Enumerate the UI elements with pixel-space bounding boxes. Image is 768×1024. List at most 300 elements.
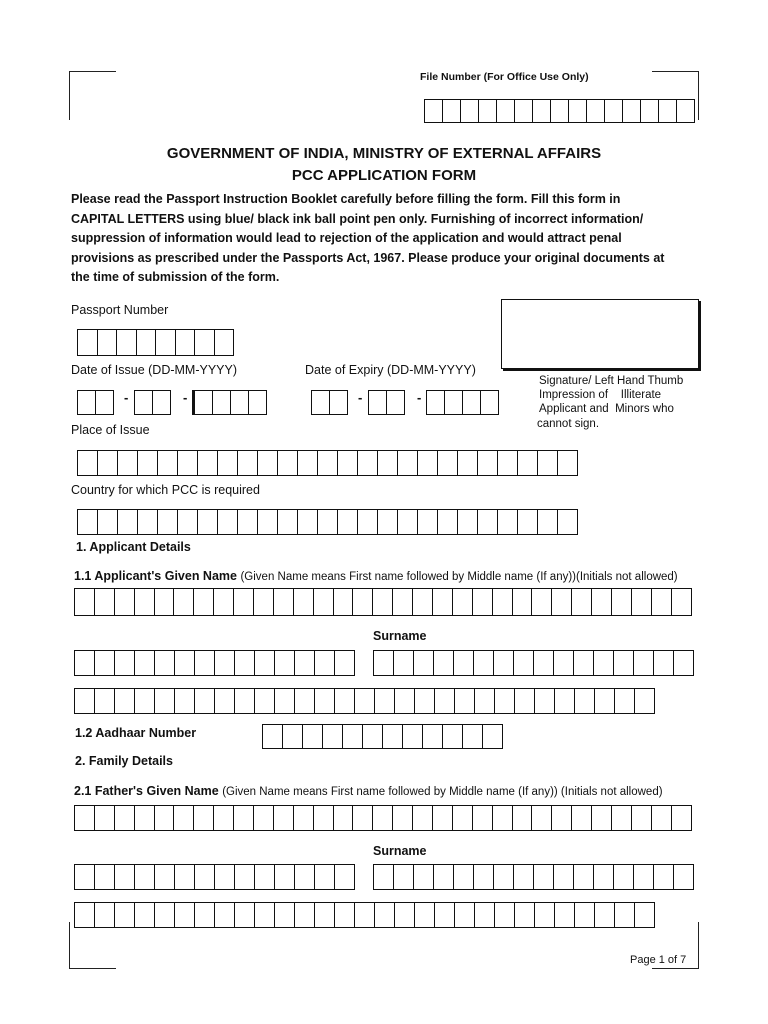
char-box[interactable] [315,650,335,676]
char-box[interactable] [75,650,95,676]
char-box[interactable] [137,329,157,356]
char-box[interactable] [135,688,155,714]
char-box[interactable] [534,650,554,676]
char-box[interactable] [475,688,495,714]
issue-month-boxes[interactable] [134,390,171,415]
char-box[interactable] [238,450,258,476]
char-box[interactable] [473,805,493,831]
file-number-boxes[interactable] [424,99,695,123]
char-box[interactable] [652,805,672,831]
char-box[interactable] [453,588,473,616]
char-box[interactable] [195,329,215,356]
char-box[interactable] [135,864,155,890]
char-box[interactable] [403,724,423,749]
char-box[interactable] [443,99,461,123]
passport-number-boxes[interactable] [77,329,234,356]
char-box[interactable] [155,864,175,890]
char-box[interactable] [358,450,378,476]
char-box[interactable] [118,509,138,535]
char-box[interactable] [535,688,555,714]
place-of-issue-boxes[interactable] [77,450,578,476]
char-box[interactable] [414,864,434,890]
char-box[interactable] [75,902,95,928]
char-box[interactable] [235,650,255,676]
char-box[interactable] [155,588,175,616]
char-box[interactable] [463,390,481,415]
char-box[interactable] [213,390,231,415]
char-box[interactable] [178,450,198,476]
char-box[interactable] [518,450,538,476]
char-box[interactable] [423,724,443,749]
char-box[interactable] [595,902,615,928]
char-box[interactable] [274,805,294,831]
char-box[interactable] [594,650,614,676]
char-box[interactable] [413,588,433,616]
char-box[interactable] [249,390,267,415]
char-box[interactable] [455,688,475,714]
char-box[interactable] [538,450,558,476]
char-box[interactable] [614,650,634,676]
char-box[interactable] [335,864,355,890]
char-box[interactable] [115,902,135,928]
char-box[interactable] [298,509,318,535]
char-box[interactable] [235,902,255,928]
char-box[interactable] [659,99,677,123]
char-box[interactable] [493,588,513,616]
issue-year-boxes[interactable] [192,390,267,415]
char-box[interactable] [338,450,358,476]
char-box[interactable] [254,805,274,831]
char-box[interactable] [315,688,335,714]
char-box[interactable] [635,688,655,714]
char-box[interactable] [554,650,574,676]
char-box[interactable] [274,588,294,616]
char-box[interactable] [445,390,463,415]
char-box[interactable] [394,864,414,890]
char-box[interactable] [674,650,694,676]
char-box[interactable] [334,805,354,831]
char-box[interactable] [615,688,635,714]
char-box[interactable] [235,688,255,714]
char-box[interactable] [493,805,513,831]
char-box[interactable] [672,805,692,831]
char-box[interactable] [335,650,355,676]
char-box[interactable] [314,588,334,616]
char-box[interactable] [454,650,474,676]
char-box[interactable] [138,450,158,476]
char-box[interactable] [95,902,115,928]
char-box[interactable] [338,509,358,535]
char-box[interactable] [95,650,115,676]
char-box[interactable] [78,450,98,476]
char-box[interactable] [195,688,215,714]
char-box[interactable] [78,509,98,535]
char-box[interactable] [275,650,295,676]
char-box[interactable] [374,650,394,676]
char-box[interactable] [515,99,533,123]
char-box[interactable] [115,688,135,714]
char-box[interactable] [497,99,515,123]
char-box[interactable] [255,902,275,928]
char-box[interactable] [532,805,552,831]
char-box[interactable] [175,650,195,676]
char-box[interactable] [494,650,514,676]
father-surname-boxes[interactable] [373,864,694,890]
char-box[interactable] [461,99,479,123]
char-box[interactable] [551,99,569,123]
expiry-day-boxes[interactable] [311,390,348,415]
char-box[interactable] [115,650,135,676]
char-box[interactable] [654,650,674,676]
char-box[interactable] [614,864,634,890]
char-box[interactable] [234,588,254,616]
char-box[interactable] [494,864,514,890]
char-box[interactable] [195,864,215,890]
char-box[interactable] [395,902,415,928]
char-box[interactable] [435,902,455,928]
char-box[interactable] [198,450,218,476]
char-box[interactable] [605,99,623,123]
char-box[interactable] [515,688,535,714]
char-box[interactable] [254,588,274,616]
char-box[interactable] [175,902,195,928]
char-box[interactable] [303,724,323,749]
char-box[interactable] [438,509,458,535]
char-box[interactable] [453,805,473,831]
char-box[interactable] [425,99,443,123]
char-box[interactable] [393,805,413,831]
char-box[interactable] [672,588,692,616]
char-box[interactable] [634,650,654,676]
char-box[interactable] [587,99,605,123]
applicant-given-name-boxes[interactable] [74,588,692,616]
char-box[interactable] [375,902,395,928]
char-box[interactable] [175,688,195,714]
char-box[interactable] [418,509,438,535]
char-box[interactable] [555,688,575,714]
char-box[interactable] [375,688,395,714]
char-box[interactable] [155,902,175,928]
char-box[interactable] [75,588,95,616]
char-box[interactable] [475,902,495,928]
char-box[interactable] [478,450,498,476]
char-box[interactable] [323,724,343,749]
aadhaar-number-boxes[interactable] [262,724,503,749]
char-box[interactable] [335,688,355,714]
char-box[interactable] [481,390,499,415]
char-box[interactable] [258,450,278,476]
char-box[interactable] [363,724,383,749]
char-box[interactable] [75,805,95,831]
char-box[interactable] [314,805,334,831]
char-box[interactable] [255,650,275,676]
char-box[interactable] [498,509,518,535]
char-box[interactable] [463,724,483,749]
char-box[interactable] [513,805,533,831]
char-box[interactable] [194,805,214,831]
char-box[interactable] [534,864,554,890]
char-box[interactable] [275,902,295,928]
char-box[interactable] [378,509,398,535]
signature-box[interactable] [501,299,699,369]
char-box[interactable] [533,99,551,123]
char-box[interactable] [373,588,393,616]
char-box[interactable] [215,329,235,356]
char-box[interactable] [138,509,158,535]
char-box[interactable] [234,805,254,831]
char-box[interactable] [358,509,378,535]
char-box[interactable] [275,864,295,890]
char-box[interactable] [156,329,176,356]
char-box[interactable] [334,588,354,616]
char-box[interactable] [98,509,118,535]
char-box[interactable] [552,588,572,616]
char-box[interactable] [572,588,592,616]
char-box[interactable] [374,864,394,890]
char-box[interactable] [575,902,595,928]
char-box[interactable] [369,390,387,415]
char-box[interactable] [176,329,196,356]
char-box[interactable] [295,650,315,676]
char-box[interactable] [95,588,115,616]
char-box[interactable] [414,650,434,676]
char-box[interactable] [275,688,295,714]
char-box[interactable] [175,864,195,890]
char-box[interactable] [78,329,98,356]
char-box[interactable] [135,650,155,676]
char-box[interactable] [198,509,218,535]
char-box[interactable] [383,724,403,749]
char-box[interactable] [572,805,592,831]
char-box[interactable] [495,688,515,714]
char-box[interactable] [474,864,494,890]
char-box[interactable] [318,509,338,535]
char-box[interactable] [118,450,138,476]
char-box[interactable] [433,805,453,831]
char-box[interactable] [283,724,303,749]
char-box[interactable] [574,650,594,676]
char-box[interactable] [398,450,418,476]
char-box[interactable] [538,509,558,535]
char-box[interactable] [98,450,118,476]
char-box[interactable] [415,688,435,714]
char-box[interactable] [178,509,198,535]
applicant-surname-overflow-boxes[interactable] [74,688,655,714]
char-box[interactable] [218,509,238,535]
char-box[interactable] [623,99,641,123]
char-box[interactable] [612,805,632,831]
char-box[interactable] [632,805,652,831]
char-box[interactable] [155,688,175,714]
char-box[interactable] [195,902,215,928]
char-box[interactable] [555,902,575,928]
char-box[interactable] [263,724,283,749]
char-box[interactable] [215,688,235,714]
char-box[interactable] [215,864,235,890]
char-box[interactable] [634,864,654,890]
char-box[interactable] [158,450,178,476]
char-box[interactable] [373,805,393,831]
char-box[interactable] [294,588,314,616]
char-box[interactable] [458,509,478,535]
char-box[interactable] [498,450,518,476]
char-box[interactable] [195,650,215,676]
char-box[interactable] [495,902,515,928]
char-box[interactable] [558,509,578,535]
applicant-surname-boxes[interactable] [373,650,694,676]
char-box[interactable] [652,588,672,616]
char-box[interactable] [394,650,414,676]
father-surname-overflow-boxes[interactable] [74,902,655,928]
expiry-year-boxes[interactable] [426,390,499,415]
char-box[interactable] [95,688,115,714]
char-box[interactable] [393,588,413,616]
char-box[interactable] [355,688,375,714]
char-box[interactable] [654,864,674,890]
char-box[interactable] [294,805,314,831]
char-box[interactable] [235,864,255,890]
char-box[interactable] [258,509,278,535]
char-box[interactable] [158,509,178,535]
char-box[interactable] [174,805,194,831]
char-box[interactable] [483,724,503,749]
char-box[interactable] [215,650,235,676]
char-box[interactable] [355,902,375,928]
char-box[interactable] [427,390,445,415]
char-box[interactable] [194,588,214,616]
char-box[interactable] [473,588,493,616]
char-box[interactable] [353,805,373,831]
char-box[interactable] [479,99,497,123]
char-box[interactable] [594,864,614,890]
char-box[interactable] [255,688,275,714]
char-box[interactable] [255,864,275,890]
char-box[interactable] [454,864,474,890]
char-box[interactable] [330,390,348,415]
char-box[interactable] [569,99,587,123]
char-box[interactable] [295,688,315,714]
char-box[interactable] [434,864,454,890]
char-box[interactable] [478,509,498,535]
char-box[interactable] [641,99,659,123]
char-box[interactable] [575,688,595,714]
char-box[interactable] [514,864,534,890]
char-box[interactable] [295,902,315,928]
char-box[interactable] [117,329,137,356]
char-box[interactable] [115,588,135,616]
char-box[interactable] [115,864,135,890]
char-box[interactable] [458,450,478,476]
char-box[interactable] [413,805,433,831]
char-box[interactable] [558,450,578,476]
char-box[interactable] [231,390,249,415]
applicant-name-overflow-boxes[interactable] [74,650,355,676]
char-box[interactable] [635,902,655,928]
char-box[interactable] [518,509,538,535]
char-box[interactable] [398,509,418,535]
char-box[interactable] [75,864,95,890]
char-box[interactable] [295,864,315,890]
char-box[interactable] [438,450,458,476]
char-box[interactable] [315,864,335,890]
char-box[interactable] [433,588,453,616]
char-box[interactable] [135,805,155,831]
father-name-overflow-boxes[interactable] [74,864,355,890]
char-box[interactable] [95,805,115,831]
char-box[interactable] [312,390,330,415]
char-box[interactable] [513,588,533,616]
char-box[interactable] [238,509,258,535]
char-box[interactable] [353,588,373,616]
char-box[interactable] [592,588,612,616]
char-box[interactable] [514,650,534,676]
char-box[interactable] [632,588,652,616]
char-box[interactable] [554,864,574,890]
char-box[interactable] [278,450,298,476]
char-box[interactable] [215,902,235,928]
char-box[interactable] [318,450,338,476]
char-box[interactable] [135,588,155,616]
char-box[interactable] [155,650,175,676]
char-box[interactable] [592,805,612,831]
char-box[interactable] [153,390,171,415]
issue-day-boxes[interactable] [77,390,114,415]
char-box[interactable] [474,650,494,676]
char-box[interactable] [435,688,455,714]
char-box[interactable] [532,588,552,616]
char-box[interactable] [135,390,153,415]
char-box[interactable] [674,864,694,890]
father-given-name-boxes[interactable] [74,805,692,831]
char-box[interactable] [552,805,572,831]
char-box[interactable] [677,99,695,123]
char-box[interactable] [434,650,454,676]
char-box[interactable] [96,390,114,415]
char-box[interactable] [455,902,475,928]
char-box[interactable] [174,588,194,616]
char-box[interactable] [214,588,234,616]
char-box[interactable] [298,450,318,476]
char-box[interactable] [95,864,115,890]
char-box[interactable] [98,329,118,356]
char-box[interactable] [115,805,135,831]
char-box[interactable] [595,688,615,714]
char-box[interactable] [135,902,155,928]
char-box[interactable] [335,902,355,928]
char-box[interactable] [214,805,234,831]
char-box[interactable] [443,724,463,749]
char-box[interactable] [615,902,635,928]
char-box[interactable] [78,390,96,415]
char-box[interactable] [155,805,175,831]
pcc-country-boxes[interactable] [77,509,578,535]
char-box[interactable] [218,450,238,476]
char-box[interactable] [195,390,213,415]
char-box[interactable] [343,724,363,749]
char-box[interactable] [395,688,415,714]
char-box[interactable] [574,864,594,890]
char-box[interactable] [535,902,555,928]
char-box[interactable] [415,902,435,928]
char-box[interactable] [278,509,298,535]
char-box[interactable] [418,450,438,476]
char-box[interactable] [378,450,398,476]
char-box[interactable] [75,688,95,714]
char-box[interactable] [387,390,405,415]
expiry-month-boxes[interactable] [368,390,405,415]
char-box[interactable] [612,588,632,616]
char-box[interactable] [315,902,335,928]
